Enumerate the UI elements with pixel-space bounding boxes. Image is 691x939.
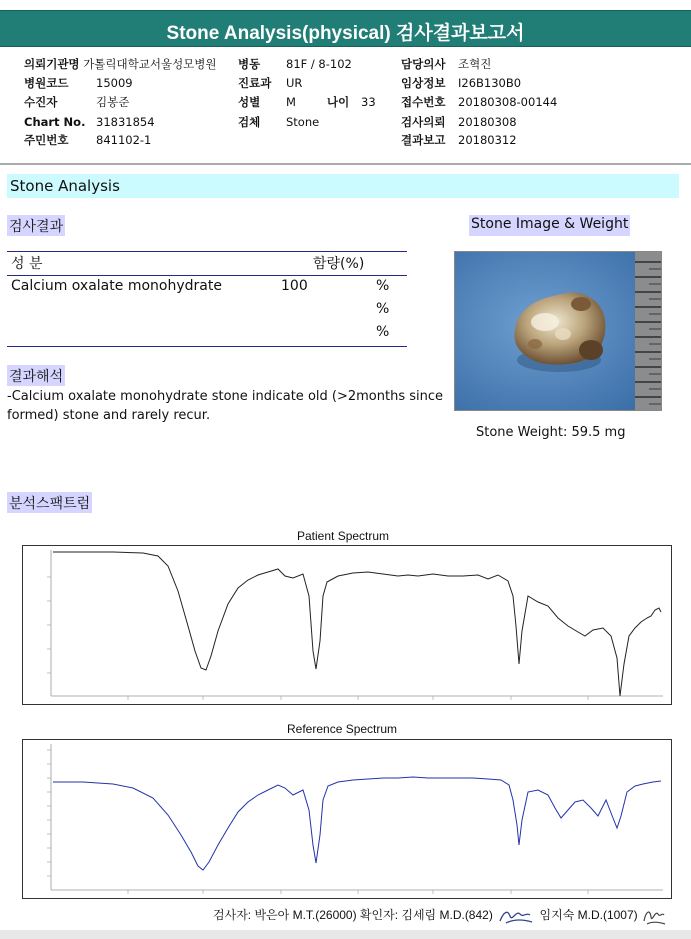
- row-0-value: 100: [281, 278, 308, 294]
- department: 진료과 UR: [238, 76, 303, 90]
- report-title-bar: [0, 10, 691, 47]
- doctor: 담당의사 조혁진: [401, 57, 492, 71]
- resident-number: 주민번호 841102-1: [24, 133, 152, 147]
- stone-weight: Stone Weight: 59.5 mg: [476, 425, 626, 440]
- signature-icon: [641, 905, 667, 927]
- stone-photo: [454, 251, 662, 411]
- row-0-component: Calcium oxalate monohydrate: [11, 278, 222, 294]
- age: 나이 33: [327, 95, 376, 109]
- table-header-line: [7, 275, 407, 276]
- sex: 성별 M: [238, 95, 296, 109]
- patient-spectrum-chart: [22, 545, 672, 705]
- reference-spectrum-chart: [22, 739, 672, 899]
- specimen: 검체 Stone: [238, 115, 320, 129]
- column-header-content: 함량(%): [313, 256, 365, 272]
- table-bottom-line: [7, 346, 407, 347]
- interpretation-text: -Calcium oxalate monohydrate stone indicate old (>2months since formed) stone and rarely recur.: [7, 389, 443, 423]
- signature-icon: [496, 906, 536, 926]
- bottom-bar: [0, 930, 691, 939]
- result-heading: 검사결과: [7, 215, 65, 236]
- chart-number: Chart No. 31831854: [24, 115, 155, 129]
- section-bar: [7, 174, 679, 198]
- row-0-unit: %: [376, 278, 390, 294]
- interpretation-heading: 결과해석: [7, 365, 65, 386]
- patient-name: 수진자 김봉준: [24, 95, 130, 109]
- header-divider: [0, 163, 691, 165]
- patient-spectrum-title: Patient Spectrum: [297, 529, 390, 543]
- requested-date: 검사의뢰 20180308: [401, 115, 517, 129]
- footer-signatures: 검사자: 박은아 M.T.(26000) 확인자: 김세림 M.D.(842) 임지숙 M.D.(1007): [213, 905, 667, 927]
- section-title: Stone Analysis: [10, 177, 120, 195]
- reference-spectrum-title: Reference Spectrum: [287, 722, 398, 736]
- table-top-line: [7, 251, 407, 252]
- reported-date: 결과보고 20180312: [401, 133, 517, 147]
- row-2-unit: %: [376, 324, 390, 340]
- clinical-info: 임상정보 I26B130B0: [401, 76, 522, 90]
- hospital-code: 병원코드 15009: [24, 76, 133, 90]
- ward: 병동 81F / 8-102: [238, 57, 352, 71]
- row-1-unit: %: [376, 301, 390, 317]
- column-header-component: 성 분: [11, 256, 43, 272]
- report-title: Stone Analysis(physical) 검사결과보고서: [166, 23, 525, 44]
- spectrum-heading: 분석스팩트럼: [7, 492, 92, 513]
- receipt-number: 접수번호 20180308-00144: [401, 95, 558, 109]
- ordering-org: 의뢰기관명 가톨릭대학교서울성모병원: [24, 57, 217, 71]
- image-heading: Stone Image & Weight: [469, 215, 630, 236]
